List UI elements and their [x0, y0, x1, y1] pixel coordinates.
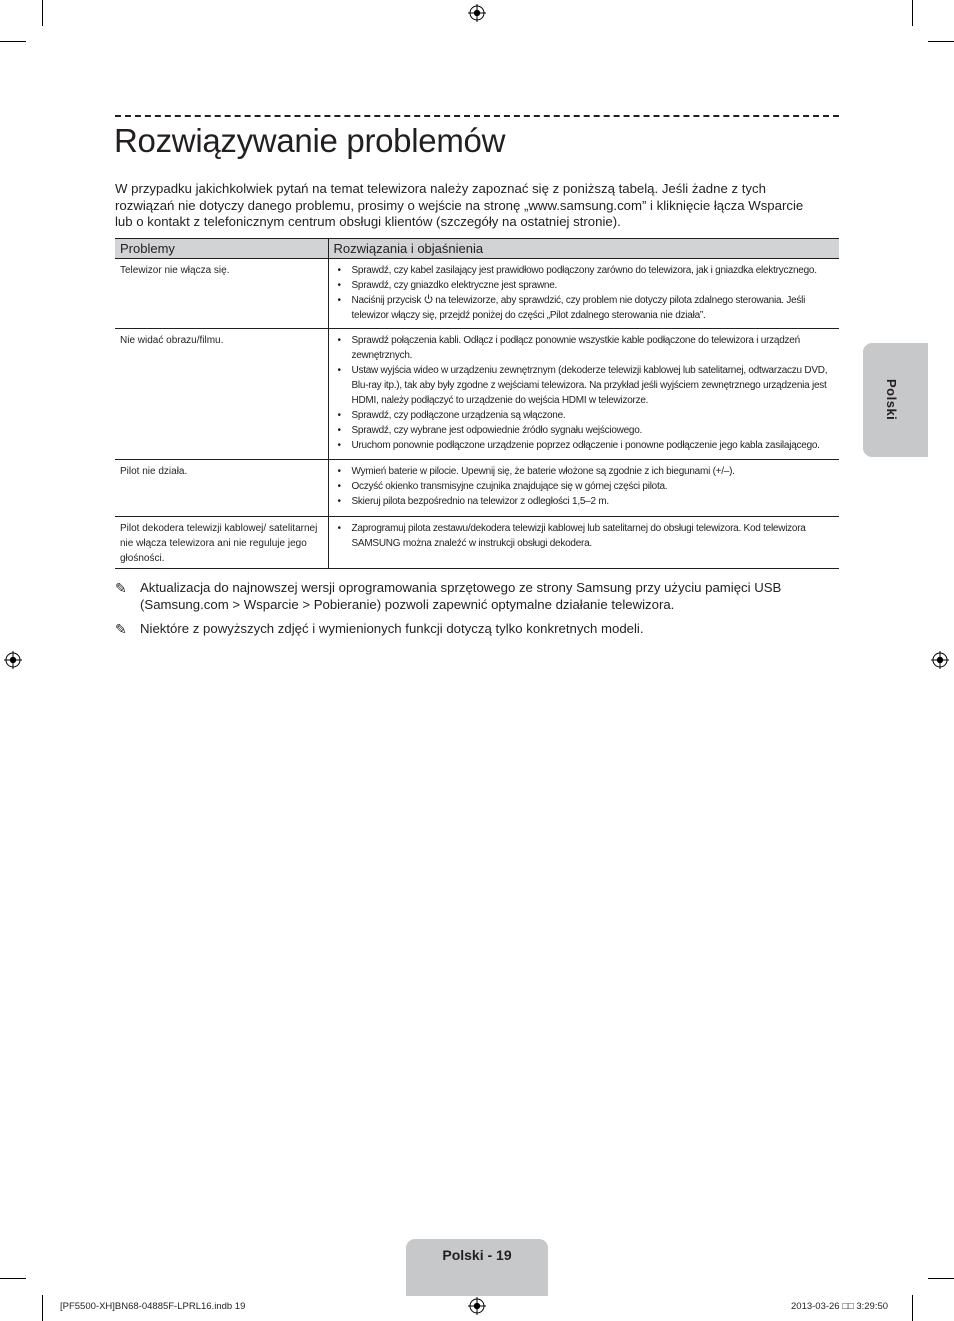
note-item [115, 580, 839, 613]
title-dotted-rule [115, 115, 839, 117]
solution-item: • Sprawdź, czy kabel zasilający jest prawidłowo podłączony zarówno do telewizora, jak i gniazdka elektrycznego. [337, 263, 835, 278]
intro-line: W przypadku jakichkolwiek pytań na temat telewizora należy zapoznać się z poniższą tabelą. Jeśli żadne z tych [115, 181, 766, 196]
page-title: Rozwiązywanie problemów [114, 122, 506, 159]
column-header-problems: Problemy [115, 239, 328, 259]
print-slug-file: [PF5500-XH]BN68-04885F-LPRL16.indb 19 [60, 1301, 246, 1312]
solution-list [337, 333, 835, 453]
note-text: Aktualizacja do najnowszej wersji oprogramowania sprzętowego ze strony Samsung przy użyciu pamięci USB (Samsung.com > Wsparcie > Pobieranie) pozwoli zapewnić optymalne działanie telewizora. [140, 580, 782, 612]
problem-cell: Telewizor nie włącza się. [115, 259, 328, 329]
note-item [115, 621, 839, 638]
intro-paragraph [115, 181, 839, 231]
intro-line: lub o kontakt z telefonicznym centrum obsługi klientów (szczegóły na ostatniej stronie). [115, 214, 621, 229]
solutions-cell [328, 259, 839, 329]
crop-mark [42, 0, 43, 26]
crop-mark [928, 41, 954, 42]
solution-text: na telewizorze, aby sprawdzić, czy problem nie dotyczy pilota zdalnego sterowania. Jeśli telewizor włączy się, przejdź poniżej do części „Pilot zdalnego sterowania nie działa”. [351, 295, 806, 321]
power-icon [424, 294, 433, 304]
solution-item: • Uruchom ponownie podłączone urządzenie poprzez odłączenie i ponowne podłączenie jego kabla zasilającego. [337, 438, 835, 453]
table-row [115, 517, 839, 569]
notes-section [115, 580, 839, 646]
solution-item: • Sprawdź, czy wybrane jest odpowiednie źródło sygnału wejściowego. [337, 423, 835, 438]
solution-list [337, 464, 835, 509]
crop-mark [928, 1278, 954, 1279]
crop-mark [42, 1295, 43, 1321]
solution-item [337, 293, 835, 323]
table-row [115, 259, 839, 329]
crop-mark [0, 1278, 26, 1279]
problem-cell: Nie widać obrazu/filmu. [115, 329, 328, 460]
table-header-row [115, 239, 839, 259]
solution-item: • Sprawdź, czy podłączone urządzenia są włączone. [337, 408, 835, 423]
solution-item: • Skieruj pilota bezpośrednio na telewizor z odległości 1,5–2 m. [337, 494, 835, 509]
crop-mark [912, 1295, 913, 1321]
pencil-note-icon: ✎ [115, 580, 127, 596]
solution-item: • Oczyść okienko transmisyjne czujnika znajdujące się w górnej części pilota. [337, 479, 835, 494]
pencil-note-icon: ✎ [115, 621, 127, 637]
registration-mark-icon [468, 1297, 486, 1315]
problem-cell: Pilot nie działa. [115, 460, 328, 517]
solution-list [337, 521, 835, 551]
crop-mark [912, 0, 913, 26]
print-slug-datetime: 2013-03-26 □□ 3:29:50 [791, 1301, 889, 1312]
troubleshooting-table [115, 238, 839, 569]
solutions-cell [328, 460, 839, 517]
language-side-tab [863, 343, 928, 457]
solution-list [337, 263, 835, 323]
solution-item: • Sprawdź połączenia kabli. Odłącz i podłącz ponownie wszystkie kable podłączone do telewizora i urządzeń zewnętrznych. [337, 333, 835, 363]
solution-item: • Zaprogramuj pilota zestawu/dekodera telewizji kablowej lub satelitarnej do obsługi telewizora. Kod telewizora SAMSUNG można znaleźć w instrukcji obsługi dekodera. [337, 521, 835, 551]
intro-line: rozwiązań nie dotyczy danego problemu, prosimy o wejście na stronę „www.samsung.com” i kliknięcie łącza Wsparcie [115, 197, 804, 213]
table-row [115, 329, 839, 460]
registration-mark-icon [468, 4, 486, 22]
table-row [115, 460, 839, 517]
solution-item: • Wymień baterie w pilocie. Upewnij się, że baterie włożone są zgodnie z ich biegunami (+/–). [337, 464, 835, 479]
registration-mark-icon [4, 651, 22, 669]
column-header-solutions: Rozwiązania i objaśnienia [328, 239, 839, 259]
page-number-tab: Polski - 19 [406, 1239, 548, 1296]
registration-mark-icon [931, 651, 949, 669]
language-tab-label: Polski [884, 379, 899, 421]
note-text: Niektóre z powyższych zdjęć i wymienionych funkcji dotyczą tylko konkretnych modeli. [140, 621, 644, 636]
crop-mark [0, 41, 26, 42]
solutions-cell [328, 517, 839, 569]
solution-text: Naciśnij przycisk [351, 295, 422, 306]
solution-item: • Ustaw wyjścia wideo w urządzeniu zewnętrznym (dekoderze telewizji kablowej lub satelitarnej, odtwarzaczu DVD, Blu-ray itp.), tak aby były zgodne z wejściami telewizora. Na przykład jeśli wyjściem zewnętrznego urządzenia jest HDMI, należy podłączyć to urządzenie do wejścia HDMI w telewizorze. [337, 363, 835, 408]
problem-cell: Pilot dekodera telewizji kablowej/ satelitarnej nie włącza telewizora ani nie reguluje jego głośności. [115, 517, 328, 569]
solution-item: • Sprawdź, czy gniazdko elektryczne jest sprawne. [337, 278, 835, 293]
solutions-cell [328, 329, 839, 460]
